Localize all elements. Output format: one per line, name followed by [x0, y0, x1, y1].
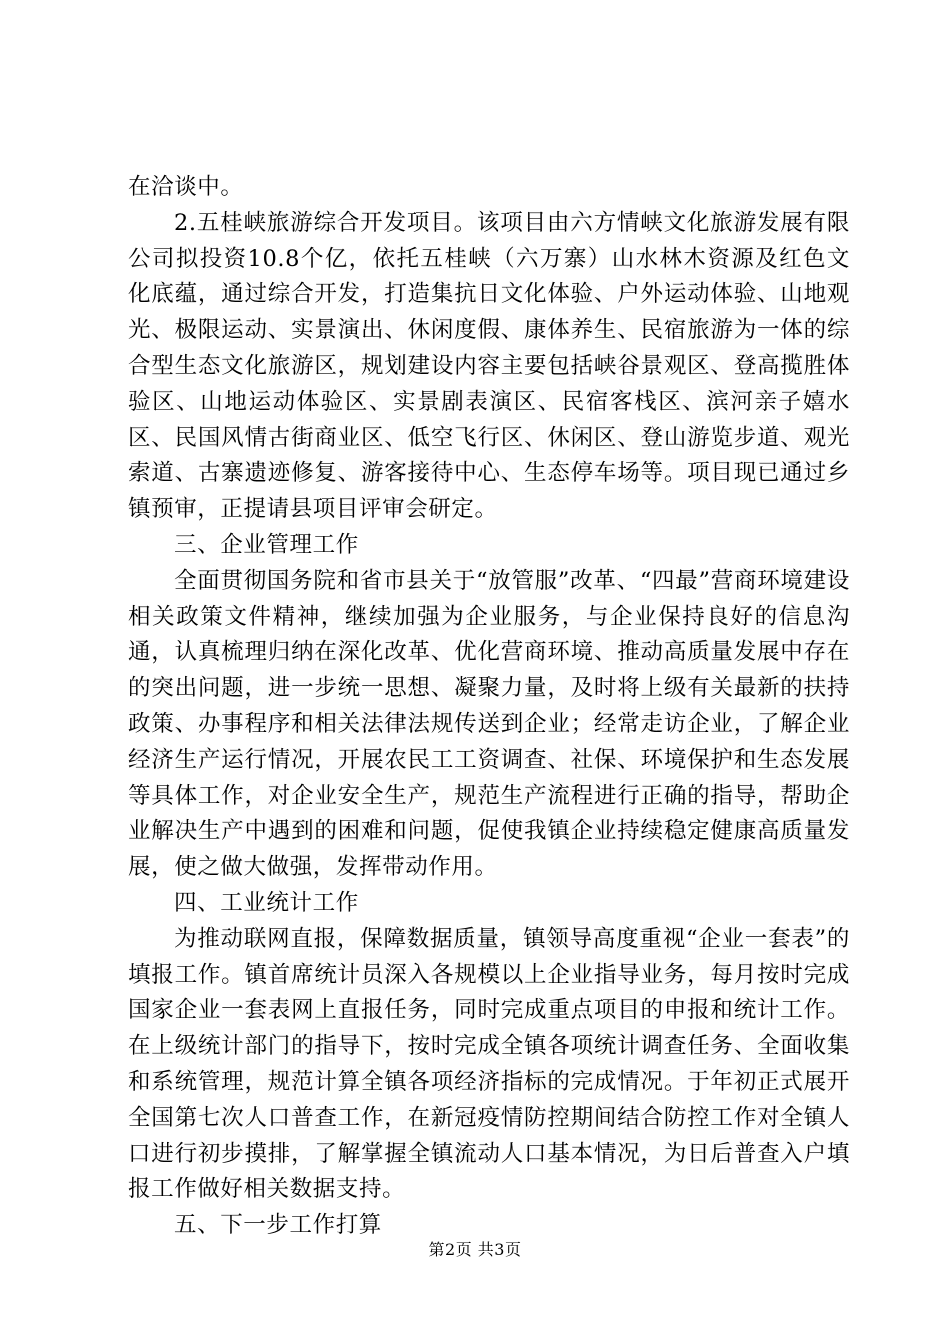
section-heading-enterprise-management: 三、企业管理工作	[174, 531, 359, 558]
page-footer	[0, 1240, 950, 1260]
document-body	[128, 170, 850, 1244]
paragraph-continuation: 在洽谈中。	[128, 174, 244, 200]
paragraph-enterprise-management: 全面贯彻国务院和省市县关于“放管服”改革、“四最”营商环境建设相关政策文件精神，继续加强为企业服务，与企业保持良好的信息沟通，认真梳理归纳在深化改革、优化营商环境、推动高质量发展中存在的突出问题，进一步统一思想、凝聚力量，及时将上级有关最新的扶持政策、办事程序和相关法律法规传送到企业；经常走访企业，了解企业经济生产运行情况，开展农民工工资调查、社保、环境保护和生态发展等具体工作，对企业安全生产，规范生产流程进行正确的指导，帮助企业解决生产中遇到的困难和问题，促使我镇企业持续稳定健康高质量发展，使之做大做强，发挥带动作用。	[128, 567, 850, 881]
section-heading-next-steps: 五、下一步工作打算	[174, 1212, 382, 1239]
section-heading-industrial-statistics: 四、工业统计工作	[174, 889, 359, 916]
paragraph-industrial-statistics: 为推动联网直报，保障数据质量，镇领导高度重视“企业一套表”的填报工作。镇首席统计员深入各规模以上企业指导业务，每月按时完成国家企业一套表网上直报任务，同时完成重点项目的申报和统计工作。在上级统计部门的指导下，按时完成全镇各项统计调查任务、全面收集和系统管理，规范计算全镇各项经济指标的完成情况。于年初正式展开全国第七次人口普查工作，在新冠疫情防控期间结合防控工作对全镇人口进行初步摸排，了解掌握全镇流动人口基本情况，为日后普查入户填报工作做好相关数据支持。	[128, 925, 850, 1203]
page-number-indicator: 第2页 共3页	[428, 1240, 522, 1259]
paragraph-wuguixia-project: 2.五桂峡旅游综合开发项目。该项目由六方情峡文化旅游发展有限公司拟投资10.8个亿，依托五桂峡（六万寨）山水林木资源及红色文化底蕴，通过综合开发，打造集抗日文化体验、户外运动体验、山地观光、极限运动、实景演出、休闲度假、康体养生、民宿旅游为一体的综合型生态文化旅游区，规划建设内容主要包括峡谷景观区、登高揽胜体验区、山地运动体验区、实景剧表演区、民宿客栈区、滨河亲子嬉水区、民国风情古街商业区、低空飞行区、休闲区、登山游览步道、观光索道、古寨遗迹修复、游客接待中心、生态停车场等。项目现已通过乡镇预审，正提请县项目评审会研定。	[128, 209, 850, 523]
